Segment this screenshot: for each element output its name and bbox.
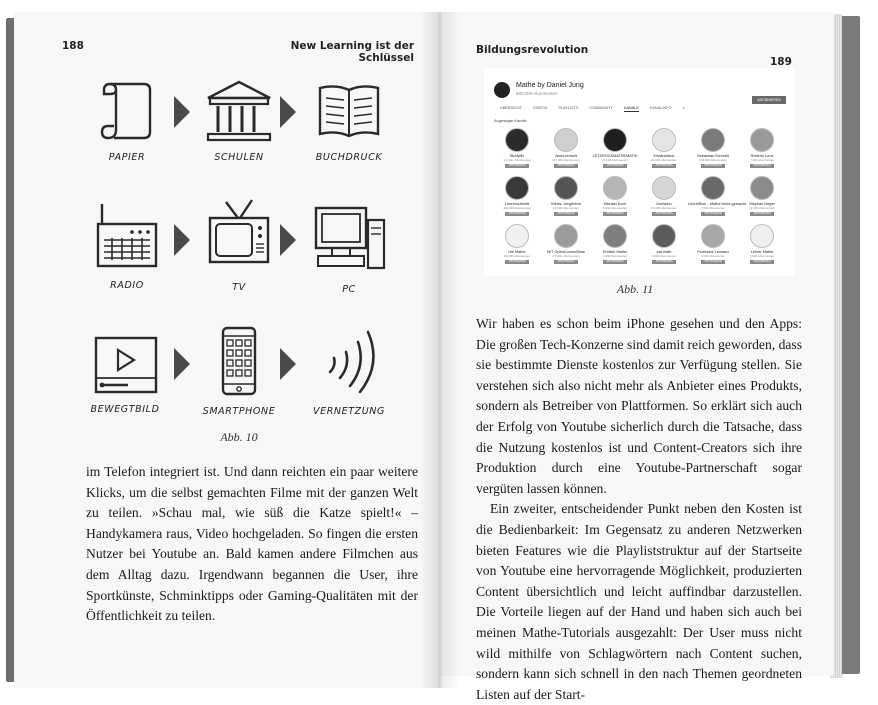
channel-card-name: LETSROCKMATHEMATIK: [592, 154, 638, 158]
tab-videos: VIDEOS: [533, 106, 548, 110]
channel-card-name: Weiss, vergleiche: [551, 202, 581, 206]
icon-cell-radio: [82, 200, 172, 291]
channel-subscribe-button: ABONNIEREN: [505, 212, 529, 217]
channel-card-name: Stephan Mayer: [749, 202, 775, 206]
channel-card-subscribers: 16.000 Abonnenten: [748, 206, 776, 210]
search-icon: ⌕: [682, 106, 685, 110]
channel-card-subscribers: 1,1 Mio. Abonnenten: [503, 158, 531, 162]
channel-card: [541, 128, 591, 168]
right-page-number: 189: [770, 56, 792, 68]
channel-card: [590, 224, 640, 264]
channel-card-subscribers: 400.000 Abonnenten: [503, 206, 531, 210]
left-page: [14, 12, 440, 688]
channel-card: [737, 224, 787, 264]
channel-card: [688, 224, 738, 264]
channel-card-name: LehrerBob – Mathe leicht gemacht: [688, 202, 747, 206]
channel-card: [639, 224, 689, 264]
right-running-title: Bildungsrevolution: [476, 44, 589, 56]
channel-card-subscribers: 15.000 Abonnenten: [650, 206, 678, 210]
channel-avatar: [554, 224, 578, 248]
figure-caption-abb-11: Abb. 11: [616, 282, 654, 296]
arrow-right-icon: [280, 224, 296, 256]
channel-card-name: MIT OpenCourseWare: [547, 250, 585, 254]
channel-subscribe-button: ABONNIEREN: [603, 212, 627, 217]
icon-label-bewegtbild: BEWEGTBILD: [90, 404, 160, 415]
channel-subscribe-button: ABONNIEREN: [750, 164, 774, 169]
channel-card-subscribers: 4.000 Abonnenten: [602, 254, 628, 258]
icon-label-buchdruck: BUCHDRUCK: [315, 152, 383, 163]
icon-label-papier: PAPIER: [108, 152, 146, 163]
icon-label-pc: PC: [342, 284, 356, 295]
channel-avatar: [750, 224, 774, 248]
right-paragraph-1: Wir haben es schon beim iPhone gesehen und den Apps: Die großen Tech-Konzerne sind damit reich geworden, dass sie bestimmte Dienste kostenlos zur Verfügung stellen. Sie verstehen sich also nicht mehr als Anbieter eines Produkts, sondern als Betreiber von Plattformen. So erklärt sich auch der Erfolg von Youtube sicherlich durch die Tatsache, dass die Nutzung kostenlos ist und Content-Creators sich ihre Produktion durch eine Youtube-Partnerschaft sogar vergüten lassen können.: [476, 316, 802, 496]
channel-card-name: Dorfschu: [656, 202, 672, 206]
icon-cell-bewegtbild: [80, 334, 170, 415]
smartphone-icon: [209, 324, 269, 400]
right-body-text: [476, 314, 802, 705]
channel-subscribe-button: ABONNIEREN: [554, 212, 578, 217]
channel-subscribe-button: ABONNIEREN: [652, 212, 676, 217]
channel-subscribe-button: ABONNIEREN: [750, 212, 774, 217]
channel-card-name: JensLernweit: [554, 154, 578, 158]
channel-card: [492, 224, 542, 264]
channel-subscribers: 600.000 Abonnenten: [516, 91, 558, 96]
channel-subscribe-button: ABONNIEREN: [505, 164, 529, 169]
tab-uebersicht: ÜBERSICHT: [500, 106, 522, 110]
channel-card-name: pat math: [656, 250, 672, 254]
channel-card-name: Studyflix: [509, 154, 525, 158]
channel-card-subscribers: 3.900 Abonnenten: [749, 254, 775, 258]
channel-avatar: [701, 176, 725, 200]
arrow-right-icon: [174, 96, 190, 128]
channel-card-name: Endlich Mathe: [602, 250, 628, 254]
icon-label-schulen: SCHULEN: [214, 152, 264, 163]
channel-avatar: [603, 224, 627, 248]
channel-card: [492, 128, 542, 168]
channel-card-subscribers: 7.400 Abonnenten: [749, 158, 775, 162]
youtube-channel-screenshot: [484, 68, 794, 276]
icon-label-radio: RADIO: [110, 280, 144, 291]
channel-avatar: [652, 176, 676, 200]
channel-card-subscribers: 8.900 Abonnenten: [602, 206, 628, 210]
channel-avatar: [505, 224, 529, 248]
channel-avatar: [701, 128, 725, 152]
channel-card: [639, 176, 689, 216]
channel-card-subscribers: 3.000 Abonnenten: [651, 254, 677, 258]
pc-icon: [310, 202, 388, 278]
channel-card: [590, 176, 640, 216]
channel-card-name: Hei Mathe: [508, 250, 526, 254]
channel-card-subscribers: 197.000 Abonnenten: [552, 158, 580, 162]
channel-card-subscribers: 22.000 Abonnenten: [650, 158, 678, 162]
subscribe-button: ABONNIEREN: [752, 96, 786, 104]
channel-card: [492, 176, 542, 216]
channel-card-subscribers: 19.000 Abonnenten: [552, 206, 580, 210]
left-body-text: [86, 462, 418, 627]
channel-avatar: [603, 176, 627, 200]
open-book-icon: [312, 76, 386, 146]
channel-avatar: [652, 128, 676, 152]
channel-card: [688, 128, 738, 168]
channel-card: [590, 128, 640, 168]
channel-card-subscribers: 108.000 Abonnenten: [699, 158, 727, 162]
channel-card-subscribers: 6.000 Abonnenten: [700, 254, 726, 258]
left-page-number: 188: [62, 40, 84, 52]
channel-card: [737, 128, 787, 168]
channel-card-name: Roberto Lenz: [750, 154, 774, 158]
left-paragraph: im Telefon integriert ist. Und dann reichten ein paar weitere Klicks, um die selbst gemachten Filme mit der ganzen Welt zu teilen. »Schau mal, wie süß die Katze spielt!« – Handykamera raus, Video hochgeladen. So fingen die ersten Nutzer bei Youtube an. Bald kamen andere Filmchen aus dem Alltag dazu. Irgendwann begannen die User, ihre Sportkünste, Schminktipps oder Gaming-Qualitäten mit der Öffentlichkeit zu teilen.: [86, 464, 418, 624]
arrow-right-icon: [174, 224, 190, 256]
channel-avatar: [505, 128, 529, 152]
channel-subscribe-button: ABONNIEREN: [652, 260, 676, 265]
channel-subscribe-button: ABONNIEREN: [701, 164, 725, 169]
icon-cell-schulen: [194, 76, 284, 163]
radio-icon: [92, 200, 162, 274]
video-player-icon: [88, 334, 162, 398]
temple-icon: [202, 76, 276, 146]
channel-subscribe-button: ABONNIEREN: [750, 260, 774, 265]
signal-waves-icon: [312, 326, 386, 400]
icon-cell-vernetzung: [304, 326, 394, 417]
icon-cell-pc: [304, 202, 394, 295]
channel-card-name: Lehrer Mathe: [750, 250, 774, 254]
tab-kanalinfo: KANALINFO: [650, 106, 672, 110]
icon-cell-papier: [82, 76, 172, 163]
channel-subscribe-button: ABONNIEREN: [554, 164, 578, 169]
icon-cell-smartphone: [194, 324, 284, 417]
channel-card: [737, 176, 787, 216]
channel-card: [688, 176, 747, 216]
channel-subscribe-button: ABONNIEREN: [554, 260, 578, 265]
channel-card-subscribers: 33.000 Abonnenten: [503, 254, 531, 258]
icon-cell-buchdruck: [304, 76, 394, 163]
channel-tabs: [500, 106, 695, 110]
channel-card-name: Lehrerschmidt: [504, 202, 530, 206]
channel-card-subscribers: 7.000 Abonnenten: [700, 206, 726, 210]
channel-subscribe-button: ABONNIEREN: [505, 260, 529, 265]
left-running-title: New Learning ist der Schlüssel: [290, 40, 414, 64]
channel-avatar: [750, 176, 774, 200]
channel-card-name: Erklärvideos: [653, 154, 675, 158]
icon-label-tv: TV: [232, 282, 246, 293]
arrow-right-icon: [174, 348, 190, 380]
figure-caption-abb-10: Abb. 10: [220, 430, 258, 444]
channel-logo-icon: [494, 82, 510, 98]
icon-label-smartphone: SMARTPHONE: [202, 406, 276, 417]
channel-card-subscribers: 27.000 Abonnenten: [601, 158, 629, 162]
icon-cell-tv: [194, 196, 284, 293]
channel-avatar: [750, 128, 774, 152]
tab-playlists: PLAYLISTS: [558, 106, 579, 110]
channel-subscribe-button: ABONNIEREN: [701, 260, 725, 265]
channel-subscribe-button: ABONNIEREN: [701, 212, 725, 217]
channel-name: Mathe by Daniel Jung: [516, 82, 584, 89]
channel-subscribe-button: ABONNIEREN: [652, 164, 676, 169]
channel-avatar: [554, 176, 578, 200]
section-title: Angesagte Kanäle: [494, 118, 527, 123]
channel-card-subscribers: 2,5 Mio. Abonnenten: [552, 254, 580, 258]
channel-subscribe-button: ABONNIEREN: [603, 164, 627, 169]
channel-card-name: Michael Koch: [603, 202, 627, 206]
icon-label-vernetzung: VERNETZUNG: [313, 406, 385, 417]
channel-card: [541, 224, 591, 264]
channel-avatar: [505, 176, 529, 200]
channel-card-name: Professor Leonard: [697, 250, 729, 254]
scroll-icon: [92, 76, 162, 146]
channel-avatar: [701, 224, 725, 248]
channel-subscribe-button: ABONNIEREN: [603, 260, 627, 265]
channel-avatar: [603, 128, 627, 152]
tv-icon: [202, 196, 276, 276]
channel-avatar: [652, 224, 676, 248]
channel-avatar: [554, 128, 578, 152]
channel-card: [541, 176, 591, 216]
arrow-right-icon: [280, 96, 296, 128]
arrow-right-icon: [280, 348, 296, 380]
tab-kanaele: KANÄLE: [623, 106, 639, 110]
channel-card: [639, 128, 689, 168]
channel-card-name: Sebastian Schmidt: [697, 154, 729, 158]
right-paragraph-2: Ein zweiter, entscheidender Punkt neben den Kosten ist die Bedienbarkeit: Im Gegensatz zu anderen Netzwerken bieten Features wie die Playliststruktur auf der Startseite von Youtube eine hervorragende Möglichkeit, produzierten Content übersichtlich und leicht auffindbar darzustellen. Die Vorteile liegen auf der Hand und haben sich auch bei meinen Mathe-Tutorials ausgezahlt: Der User muss nicht wild mithilfe von Schlagwörtern nach Content suchen, sondern kann sich schnell in den nach Themen geordneten Listen auf der Start-: [476, 501, 802, 702]
tab-community: COMMUNITY: [589, 106, 613, 110]
